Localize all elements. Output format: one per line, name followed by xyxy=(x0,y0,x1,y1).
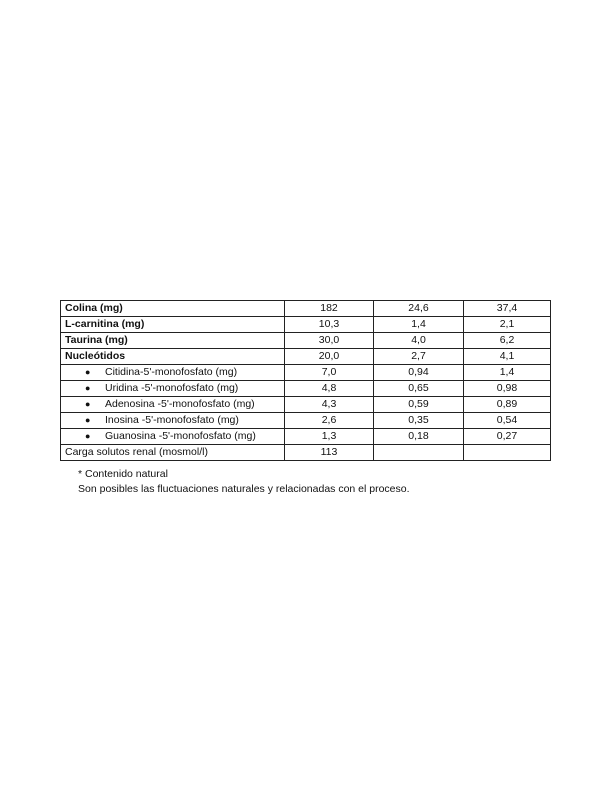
table-row xyxy=(61,365,551,381)
row-label-cell xyxy=(61,317,285,333)
row-label-cell xyxy=(61,397,285,413)
value-cell-col1: 7,0 xyxy=(285,365,374,381)
row-label: Nucleótidos xyxy=(65,350,126,362)
row-label-cell xyxy=(61,349,285,365)
row-label-cell xyxy=(61,429,285,445)
bullet-icon: ● xyxy=(85,367,91,377)
row-label: Inosina -5'-monofosfato (mg) xyxy=(105,414,239,426)
value-cell-col1: 10,3 xyxy=(285,317,374,333)
value-cell-col3: 0,89 xyxy=(464,397,551,413)
value-cell-col2: 0,35 xyxy=(374,413,464,429)
bullet-icon: ● xyxy=(85,431,91,441)
footnote-natural-content: * Contenido natural xyxy=(78,468,168,480)
value-cell-col2: 1,4 xyxy=(374,317,464,333)
value-cell-col1: 2,6 xyxy=(285,413,374,429)
value-cell-col3: 0,98 xyxy=(464,381,551,397)
table-row xyxy=(61,317,551,333)
value-cell-col2: 24,6 xyxy=(374,301,464,317)
value-cell-col1: 113 xyxy=(285,445,374,461)
value-cell-col1: 4,8 xyxy=(285,381,374,397)
value-cell-col1: 20,0 xyxy=(285,349,374,365)
value-cell-col2: 0,18 xyxy=(374,429,464,445)
row-label: Taurina (mg) xyxy=(65,334,128,346)
table-row xyxy=(61,445,551,461)
value-cell-col2 xyxy=(374,445,464,461)
row-label: Colina (mg) xyxy=(65,302,123,314)
nutrition-table-body xyxy=(61,301,551,461)
table-row xyxy=(61,429,551,445)
value-cell-col2: 2,7 xyxy=(374,349,464,365)
value-cell-col1: 4,3 xyxy=(285,397,374,413)
value-cell-col2: 0,59 xyxy=(374,397,464,413)
row-label: Carga solutos renal (mosmol/l) xyxy=(65,446,208,458)
footnote-fluctuations: Son posibles las fluctuaciones naturales y relacionadas con el proceso. xyxy=(78,483,410,495)
table-row xyxy=(61,381,551,397)
table-row xyxy=(61,301,551,317)
value-cell-col3: 4,1 xyxy=(464,349,551,365)
value-cell-col3: 1,4 xyxy=(464,365,551,381)
value-cell-col3: 6,2 xyxy=(464,333,551,349)
row-label-cell xyxy=(61,381,285,397)
value-cell-col1: 1,3 xyxy=(285,429,374,445)
value-cell-col3: 0,27 xyxy=(464,429,551,445)
bullet-icon: ● xyxy=(85,415,91,425)
value-cell-col2: 4,0 xyxy=(374,333,464,349)
row-label-cell xyxy=(61,445,285,461)
row-label-cell xyxy=(61,413,285,429)
row-label: Uridina -5'-monofosfato (mg) xyxy=(105,382,239,394)
row-label-cell xyxy=(61,301,285,317)
bullet-icon: ● xyxy=(85,383,91,393)
value-cell-col1: 30,0 xyxy=(285,333,374,349)
row-label: Adenosina -5'-monofosfato (mg) xyxy=(105,398,255,410)
value-cell-col3 xyxy=(464,445,551,461)
value-cell-col3: 37,4 xyxy=(464,301,551,317)
row-label: Citidina-5'-monofosfato (mg) xyxy=(105,366,238,378)
value-cell-col3: 0,54 xyxy=(464,413,551,429)
bullet-icon: ● xyxy=(85,399,91,409)
row-label-cell xyxy=(61,333,285,349)
row-label-cell xyxy=(61,365,285,381)
value-cell-col2: 0,94 xyxy=(374,365,464,381)
table-row xyxy=(61,333,551,349)
row-label: Guanosina -5'-monofosfato (mg) xyxy=(105,430,256,442)
row-label: L-carnitina (mg) xyxy=(65,318,145,330)
footnotes xyxy=(78,467,410,497)
table-row xyxy=(61,349,551,365)
value-cell-col3: 2,1 xyxy=(464,317,551,333)
value-cell-col1: 182 xyxy=(285,301,374,317)
value-cell-col2: 0,65 xyxy=(374,381,464,397)
table-row xyxy=(61,397,551,413)
nutrition-table xyxy=(60,300,551,461)
table-row xyxy=(61,413,551,429)
